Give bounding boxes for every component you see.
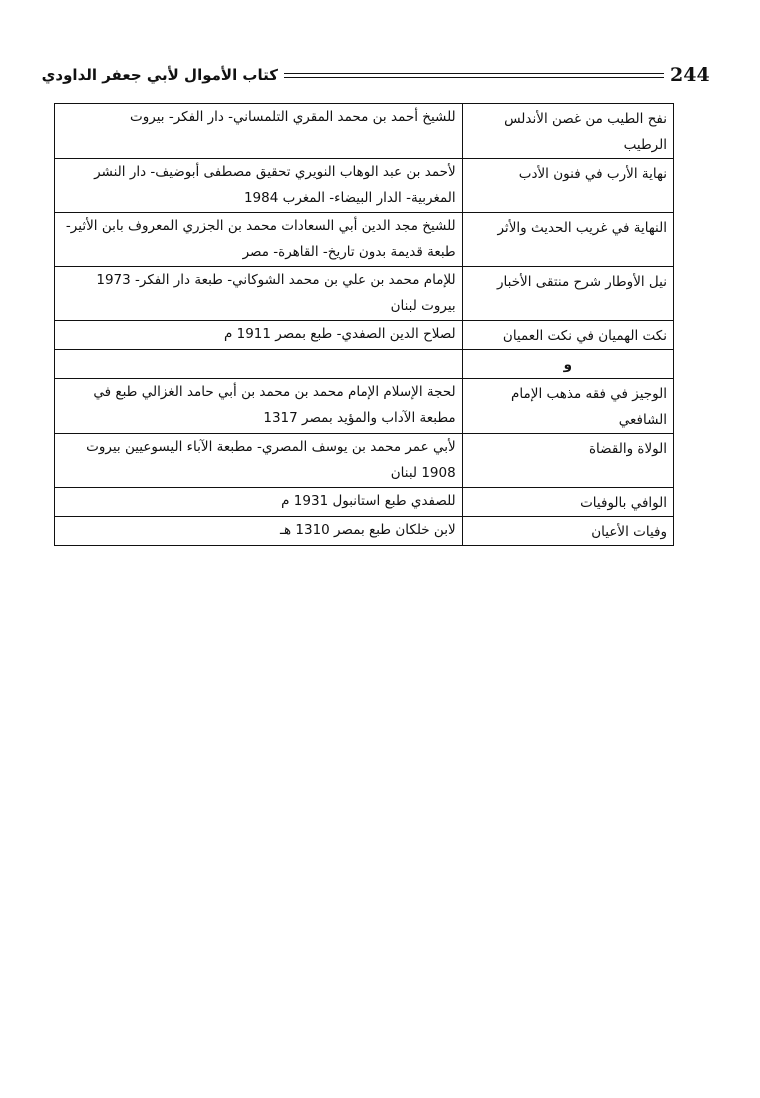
- reference-title: نيل الأوطار شرح منتقى الأخبار: [462, 267, 673, 321]
- table-row: [55, 434, 674, 488]
- reference-info: [55, 350, 463, 379]
- references-table: [54, 103, 674, 546]
- reference-title: الوجيز في فقه مذهب الإمام الشافعي: [462, 379, 673, 434]
- reference-info: لابن خلكان طبع بمصر 1310 هـ: [55, 517, 463, 546]
- table-row: [55, 517, 674, 546]
- reference-info: لأبي عمر محمد بن يوسف المصري- مطبعة الآباء اليسوعيين بيروت 1908 لبنان: [55, 434, 463, 488]
- table-row: [55, 159, 674, 213]
- book-title: كتاب الأموال لأبي جعفر الداودي: [41, 66, 278, 84]
- reference-title: وفيات الأعيان: [462, 517, 673, 546]
- table-row: [55, 350, 674, 379]
- table-row: [55, 488, 674, 517]
- reference-info: لحجة الإسلام الإمام محمد بن محمد بن أبي حامد الغزالي طبع في مطبعة الآداب والمؤيد بمصر 1317: [55, 379, 463, 434]
- reference-info: لصلاح الدين الصفدي- طبع بمصر 1911 م: [55, 321, 463, 350]
- table-row: [55, 379, 674, 434]
- table-row: [55, 104, 674, 159]
- header-rule: [284, 73, 664, 78]
- page-number: 244: [670, 64, 710, 86]
- reference-title: الوافي بالوفيات: [462, 488, 673, 517]
- running-header: [41, 62, 710, 96]
- table-row: [55, 213, 674, 267]
- reference-info: للشيخ أحمد بن محمد المقري التلمساني- دار الفكر- بيروت: [55, 104, 463, 159]
- section-letter: و: [563, 357, 573, 373]
- reference-title: الولاة والقضاة: [462, 434, 673, 488]
- reference-title: نكت الهميان في نكت العميان: [462, 321, 673, 350]
- reference-title: نهاية الأرب في فنون الأدب: [462, 159, 673, 213]
- reference-info: لأحمد بن عبد الوهاب النويري تحقيق مصطفى أبوضيف- دار النشر المغربية- الدار البيضاء- المغرب 1984: [55, 159, 463, 213]
- reference-title: النهاية في غريب الحديث والأثر: [462, 213, 673, 267]
- reference-info: للصفدي طبع استانبول 1931 م: [55, 488, 463, 517]
- reference-info: للشيخ مجد الدين أبي السعادات محمد بن الجزري المعروف بابن الأثير- طبعة قديمة بدون تاريخ- القاهرة- مصر: [55, 213, 463, 267]
- reference-info: للإمام محمد بن علي بن محمد الشوكاني- طبعة دار الفكر- 1973 بيروت لبنان: [55, 267, 463, 321]
- table-row: [55, 267, 674, 321]
- reference-title: نفح الطيب من غصن الأندلس الرطيب: [462, 104, 673, 159]
- table-row: [55, 321, 674, 350]
